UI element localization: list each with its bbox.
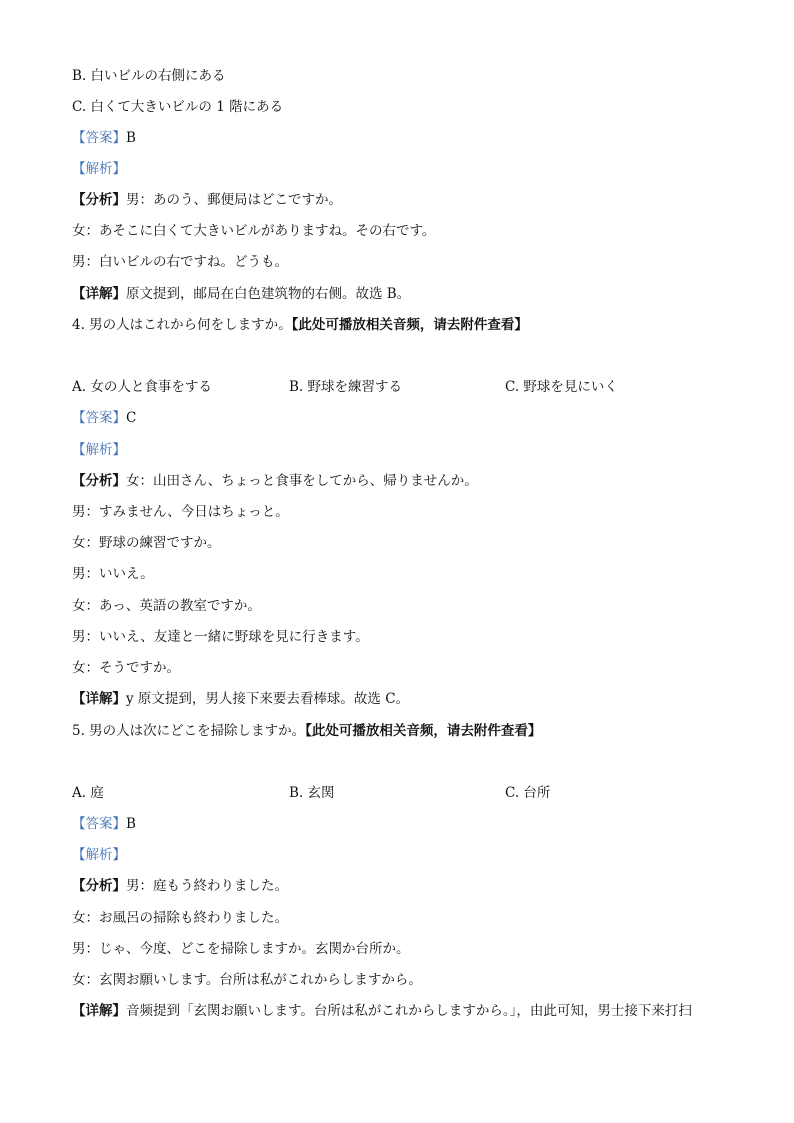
answer-tag: 【答案】 (72, 816, 126, 832)
audio-note: 【此处可播放相关音频，请去附件查看】 (305, 723, 542, 739)
dialog-line: 女：野球の練習ですか。 (72, 535, 221, 551)
q3-fenxi-line (72, 190, 734, 210)
dialog-line: 男：庭もう終わりました。 (126, 878, 288, 894)
dialog-line: 女：あそこに白くて大きいビルがありますね。その右です。 (72, 223, 436, 239)
analysis-tag: 【解析】 (72, 847, 126, 863)
dialog-line: 男：あのう、郵便局はどこですか。 (126, 192, 342, 208)
dialog-line: 女：お風呂の掃除も終わりました。 (72, 910, 288, 926)
detail-text: y 原文提到，男人接下来要去看棒球。故选 C。 (126, 691, 410, 707)
dialog-line: 男：白いビルの右ですね。どうも。 (72, 254, 288, 270)
detail-tag: 【详解】 (72, 286, 126, 302)
q3-answer-line (72, 128, 734, 148)
q4-option-a: A. 女の人と食事をする (72, 379, 212, 395)
q3-option-b: B. 白いビルの右側にある (72, 68, 226, 84)
q5-answer-line (72, 814, 734, 834)
dialog-line: 女：玄関お願いします。台所は私がこれからしますから。 (72, 972, 422, 988)
analysis-tag: 【解析】 (72, 442, 126, 458)
q5-option-a: A. 庭 (72, 785, 104, 801)
audio-note: 【此处可播放相关音频，请去附件查看】 (291, 317, 528, 333)
detail-text: 音频提到「玄関お願いします。台所は私がこれからしますから。」，由此可知，男士接下来打扫 (126, 1003, 692, 1019)
fenxi-tag: 【分析】 (72, 192, 126, 208)
dialog-line: 女：あっ、英語の教室ですか。 (72, 598, 261, 614)
q3-option-c: C. 白くて大きいビルの 1 階にある (72, 99, 284, 115)
answer-value: B (126, 816, 136, 832)
detail-text: 原文提到，邮局在白色建筑物的右侧。故选 B。 (126, 286, 411, 302)
answer-tag: 【答案】 (72, 410, 126, 426)
dialog-line: 男：すみません、今日はちょっと。 (72, 504, 289, 520)
dialog-line: 女：山田さん、ちょっと食事をしてから、帰りませんか。 (126, 473, 478, 489)
q5-detail-line (72, 1001, 734, 1021)
q4-answer-line (72, 408, 734, 428)
dialog-line: 女：そうですか。 (72, 660, 180, 676)
q4-option-b: B. 野球を練習する (289, 379, 403, 395)
fenxi-tag: 【分析】 (72, 473, 126, 489)
q5-option-b: B. 玄関 (289, 785, 335, 801)
q4-detail-line (72, 689, 734, 709)
q4-option-c: C. 野球を見にいく (505, 379, 618, 395)
question-text: 4. 男の人はこれから何をしますか。 (72, 317, 292, 333)
q3-detail-line (72, 284, 734, 304)
q5-option-c: C. 台所 (505, 785, 551, 801)
fenxi-tag: 【分析】 (72, 878, 126, 894)
q5-analysis-line (72, 845, 734, 865)
q4-fenxi-line (72, 471, 734, 491)
question-text: 5. 男の人は次にどこを掃除しますか。 (72, 723, 306, 739)
dialog-line: 男：いいえ。 (72, 566, 154, 582)
answer-value: C (126, 410, 137, 426)
q5-question (72, 721, 734, 741)
answer-tag: 【答案】 (72, 130, 126, 146)
q5-fenxi-line (72, 876, 734, 896)
q3-analysis-line (72, 159, 734, 179)
q4-question (72, 315, 734, 335)
detail-tag: 【详解】 (72, 691, 126, 707)
analysis-tag: 【解析】 (72, 161, 126, 177)
dialog-line: 男：いいえ、友達と一緒に野球を見に行きます。 (72, 629, 369, 645)
q4-analysis-line (72, 440, 734, 460)
answer-value: B (126, 130, 136, 146)
detail-tag: 【详解】 (72, 1003, 126, 1019)
dialog-line: 男：じゃ、今度、どこを掃除しますか。玄関か台所か。 (72, 941, 410, 957)
